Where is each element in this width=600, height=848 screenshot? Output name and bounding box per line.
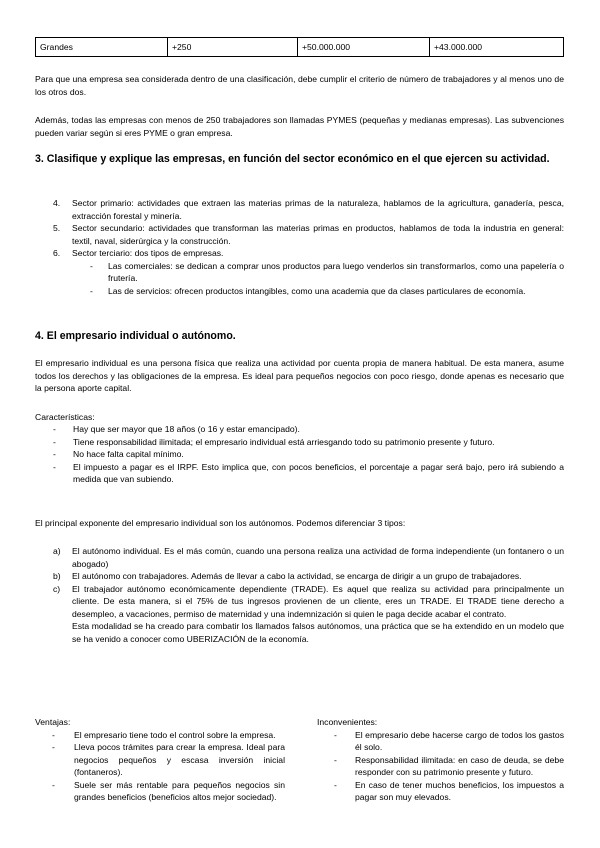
inconvenientes-label: Inconvenientes:	[317, 717, 378, 727]
characteristics-list	[35, 423, 564, 486]
list-item-text: Hay que ser mayor que 18 años (o 16 y estar emancipado).	[73, 424, 300, 434]
dash-bullet: -	[53, 449, 56, 459]
list-item	[35, 436, 564, 449]
list-letter: b)	[53, 571, 61, 581]
list-item-text: Responsabilidad ilimitada: en caso de deuda, se debe responder con su patrimonio presente y futuro.	[355, 754, 564, 777]
list-item	[35, 729, 285, 742]
autonomo-types-list	[35, 545, 564, 645]
list-item	[35, 247, 564, 297]
list-item-text: El empresario debe hacerse cargo de todos los gastos él solo.	[355, 729, 564, 752]
list-item	[72, 285, 564, 298]
dash-bullet: -	[334, 779, 337, 790]
list-item	[317, 754, 564, 779]
table-cell: +250	[168, 38, 298, 57]
list-item-text: No hace falta capital mínimo.	[73, 449, 184, 459]
table-row	[36, 38, 564, 57]
table-cell: +43.000.000	[430, 38, 564, 57]
list-item	[35, 583, 564, 646]
dash-bullet: -	[52, 779, 55, 790]
trade-note: Esta modalidad se ha creado para combatir los llamados falsos autónomos, una práctica que se ha extendido en un modelo que se ha venido a conocer como UBERIZACIÓN de la economía.	[72, 621, 564, 644]
dash-bullet: -	[334, 754, 337, 765]
list-item-text: Las comerciales: se dedican a comprar unos productos para luego venderlos sin transformarlos, como una papelería o frutería.	[108, 260, 564, 283]
list-item	[317, 729, 564, 754]
list-letter: c)	[53, 583, 61, 594]
dash-bullet: -	[90, 260, 93, 271]
list-number: 5.	[53, 223, 61, 233]
section-4-heading: 4. El empresario individual o autónomo.	[35, 330, 236, 342]
company-size-table	[35, 37, 564, 57]
ventajas-label: Ventajas:	[35, 717, 71, 727]
dash-bullet: -	[53, 424, 56, 434]
list-item-text: El autónomo con trabajadores. Además de llevar a cabo la actividad, se encarga de dirigir a un grupo de trabajadores.	[72, 571, 522, 581]
characteristics-label: Características:	[35, 412, 95, 422]
list-item-text: El autónomo individual. Es el más común, cuando una persona realiza una actividad de forma independiente (un fontanero o un abogado)	[72, 546, 564, 569]
table-cell: +50.000.000	[298, 38, 430, 57]
list-item-text: El empresario tiene todo el control sobre la empresa.	[74, 729, 276, 740]
inconvenientes-list	[317, 729, 564, 804]
list-item-text: Sector terciario: dos tipos de empresas.	[72, 248, 224, 258]
list-item-text: Sector secundario: actividades que transforman las materias primas en productos, hablamos de toda la industria en general: textil, naval, siderúrgica y la construcción.	[72, 223, 564, 246]
list-number: 4.	[53, 198, 61, 208]
list-item-text: Tiene responsabilidad ilimitada; el empresario individual está arriesgando todo su patrimonio presente y futuro.	[73, 436, 495, 447]
list-item	[35, 570, 564, 583]
list-item	[317, 779, 564, 804]
paragraph-empresario-individual: El empresario individual es una persona física que realiza una actividad por cuenta propia de manera habitual. De esta manera, asume todos los derechos y las obligaciones de la empresa. Es ideal para pequeños negocios con poco riesgo, donde apenas es necesario que la persona aporte capital.	[35, 358, 564, 393]
list-item	[35, 222, 564, 247]
sector-list	[35, 197, 564, 297]
tertiary-sublist	[72, 260, 564, 298]
list-item	[35, 423, 564, 436]
list-item-text: El impuesto a pagar es el IRPF. Esto implica que, con pocos beneficios, el porcentaje a pagar será bajo, pero irá subiendo a medida que van subiendo.	[73, 461, 564, 484]
table-cell: Grandes	[36, 38, 168, 57]
list-item	[35, 197, 564, 222]
list-item-text: El trabajador autónomo económicamente dependiente (TRADE). Es aquel que realiza su actividad para principalmente un cliente. De esta manera, si el 75% de tus ingresos provienen de un cliente, eres un TRADE. El TRADE tiene derecho a desempleo, a vacaciones, permiso de maternidad y una indemnización si quien le paga decide acabar el contrato.	[72, 583, 564, 619]
ventajas-column	[35, 716, 285, 804]
section-3-heading: 3. Clasifique y explique las empresas, en función del sector económico en el que ejercen su actividad.	[35, 153, 550, 165]
dash-bullet: -	[334, 729, 337, 740]
dash-bullet: -	[53, 461, 56, 472]
dash-bullet: -	[52, 742, 55, 752]
list-letter: a)	[53, 546, 61, 556]
list-item-text: Las de servicios: ofrecen productos intangibles, como una academia que da clases particulares de economía.	[108, 285, 526, 296]
list-item-text: En caso de tener muchos beneficios, los impuestos a pagar son muy elevados.	[355, 779, 564, 802]
ventajas-list	[35, 729, 285, 804]
dash-bullet: -	[52, 729, 55, 740]
list-item	[35, 448, 564, 461]
list-item	[35, 545, 564, 570]
list-number: 6.	[53, 248, 61, 258]
list-item-text: Suele ser más rentable para pequeños negocios sin grandes beneficios (beneficios altos mejor sociedad).	[74, 779, 285, 802]
list-item	[35, 461, 564, 486]
list-item-text: Lleva pocos trámites para crear la empresa. Ideal para negocios pequeños y escasa inversión inicial (fontaneros).	[74, 742, 285, 777]
list-item	[72, 260, 564, 285]
paragraph-pymes: Además, todas las empresas con menos de 250 trabajadores son llamadas PYMES (pequeñas y medianas empresas). Las subvenciones pueden variar según si eres PYME o gran empresa.	[35, 115, 564, 138]
dash-bullet: -	[90, 285, 93, 296]
list-item	[35, 779, 285, 804]
list-item	[35, 741, 285, 779]
dash-bullet: -	[53, 436, 56, 447]
paragraph-autonomos-intro: El principal exponente del empresario individual son los autónomos. Podemos diferenciar 3 tipos:	[35, 518, 406, 528]
paragraph-classification-criteria: Para que una empresa sea considerada dentro de una clasificación, debe cumplir el criterio de número de trabajadores y al menos uno de los otros dos.	[35, 74, 564, 97]
list-item-text: Sector primario: actividades que extraen las materias primas de la naturaleza, hablamos de la agricultura, ganadería, pesca, extracción forestal y minería.	[72, 198, 564, 221]
inconvenientes-column	[317, 716, 564, 804]
